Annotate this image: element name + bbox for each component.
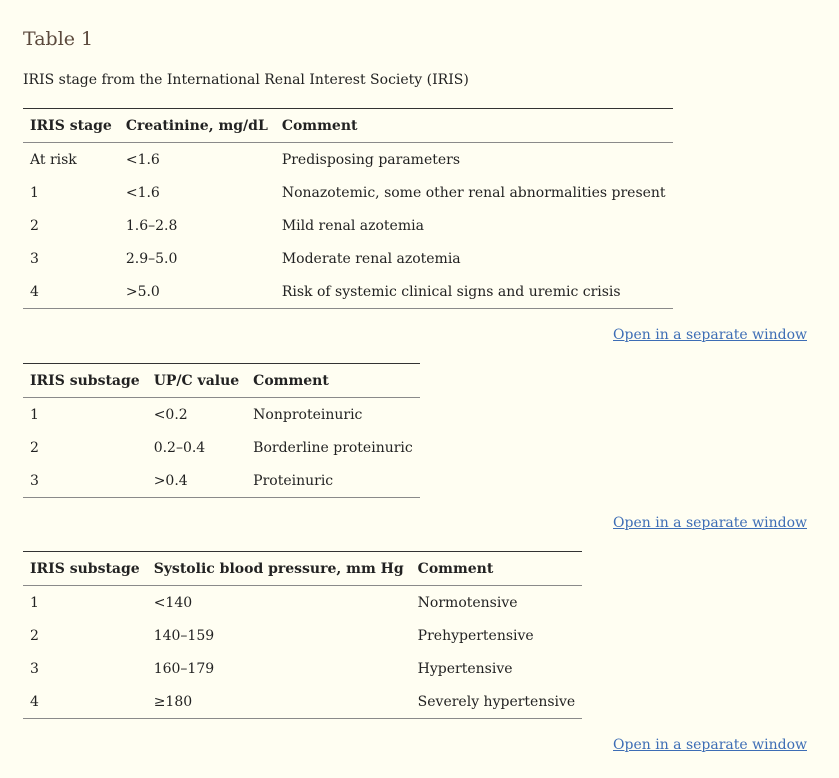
open-in-separate-window-link[interactable]: Open in a separate window (613, 737, 807, 753)
table-cell: Severely hypertensive (411, 685, 583, 719)
column-header: Comment (411, 552, 583, 586)
table-cell: <0.2 (153, 406, 188, 423)
table-cell: >5.0 (119, 275, 275, 309)
table-cell: Normotensive (417, 594, 518, 611)
table-cell: Moderate renal azotemia (281, 250, 461, 267)
iris-blood-pressure-substage-table (23, 551, 582, 719)
table-cell: Nonazotemic, some other renal abnormalities present (281, 184, 666, 201)
table-cell: 140–159 (153, 627, 215, 644)
table-row (23, 275, 673, 309)
table-row (23, 619, 582, 652)
column-header: Comment (246, 364, 420, 398)
table-cell: Mild renal azotemia (281, 217, 424, 234)
table-cell: 1.6–2.8 (125, 217, 178, 234)
table-cell: 3 (30, 660, 39, 677)
table-cell: 1 (30, 184, 39, 201)
table-cell: At risk (30, 151, 77, 168)
table-row (23, 209, 673, 242)
table-cell: <1.6 (125, 184, 160, 201)
column-header: Comment (275, 109, 673, 143)
table-row (23, 143, 673, 177)
table-cell: 2 (30, 439, 39, 456)
table-cell: <140 (153, 594, 193, 611)
column-header: IRIS substage (23, 364, 147, 398)
table-header-row (23, 552, 582, 586)
table-header-row (23, 364, 420, 398)
table-cell: 0.2–0.4 (153, 439, 206, 456)
table-cell: 4 (23, 685, 147, 719)
table-cell: 2 (30, 217, 39, 234)
table-row (23, 431, 420, 464)
open-in-separate-window-link[interactable]: Open in a separate window (613, 515, 807, 531)
table-cell: Nonproteinuric (253, 406, 363, 423)
column-header: IRIS substage (23, 552, 147, 586)
table-row (23, 398, 420, 432)
table-cell: 2 (30, 627, 39, 644)
column-header: Creatinine, mg/dL (119, 109, 275, 143)
table-cell: ≥180 (147, 685, 411, 719)
table-cell: 2.9–5.0 (125, 250, 178, 267)
table-row (23, 464, 420, 498)
table-caption: IRIS stage from the International Renal Interest Society (IRIS) (23, 72, 469, 88)
table-cell: Borderline proteinuric (253, 439, 413, 456)
table-cell: 1 (30, 406, 39, 423)
table-cell: Risk of systemic clinical signs and uremic crisis (275, 275, 673, 309)
open-in-separate-window-link[interactable]: Open in a separate window (613, 327, 807, 343)
table-cell: 160–179 (153, 660, 215, 677)
table-cell: Hypertensive (417, 660, 513, 677)
table-cell: 4 (23, 275, 119, 309)
table-cell: >0.4 (147, 464, 246, 498)
table-cell: 1 (30, 594, 39, 611)
table-row (23, 176, 673, 209)
column-header: Systolic blood pressure, mm Hg (147, 552, 411, 586)
table-cell: Prehypertensive (417, 627, 534, 644)
table-cell: Predisposing parameters (281, 151, 461, 168)
iris-proteinuria-substage-table (23, 363, 420, 498)
table-row (23, 685, 582, 719)
table-cell: Proteinuric (246, 464, 420, 498)
table-header-row (23, 109, 673, 143)
table-title: Table 1 (23, 28, 94, 50)
table-row (23, 242, 673, 275)
table-row (23, 652, 582, 685)
table-cell: <1.6 (125, 151, 160, 168)
table-row (23, 586, 582, 620)
table-cell: 3 (30, 250, 39, 267)
column-header: IRIS stage (23, 109, 119, 143)
table-cell: 3 (23, 464, 147, 498)
column-header: UP/C value (147, 364, 246, 398)
iris-stage-table (23, 108, 673, 309)
